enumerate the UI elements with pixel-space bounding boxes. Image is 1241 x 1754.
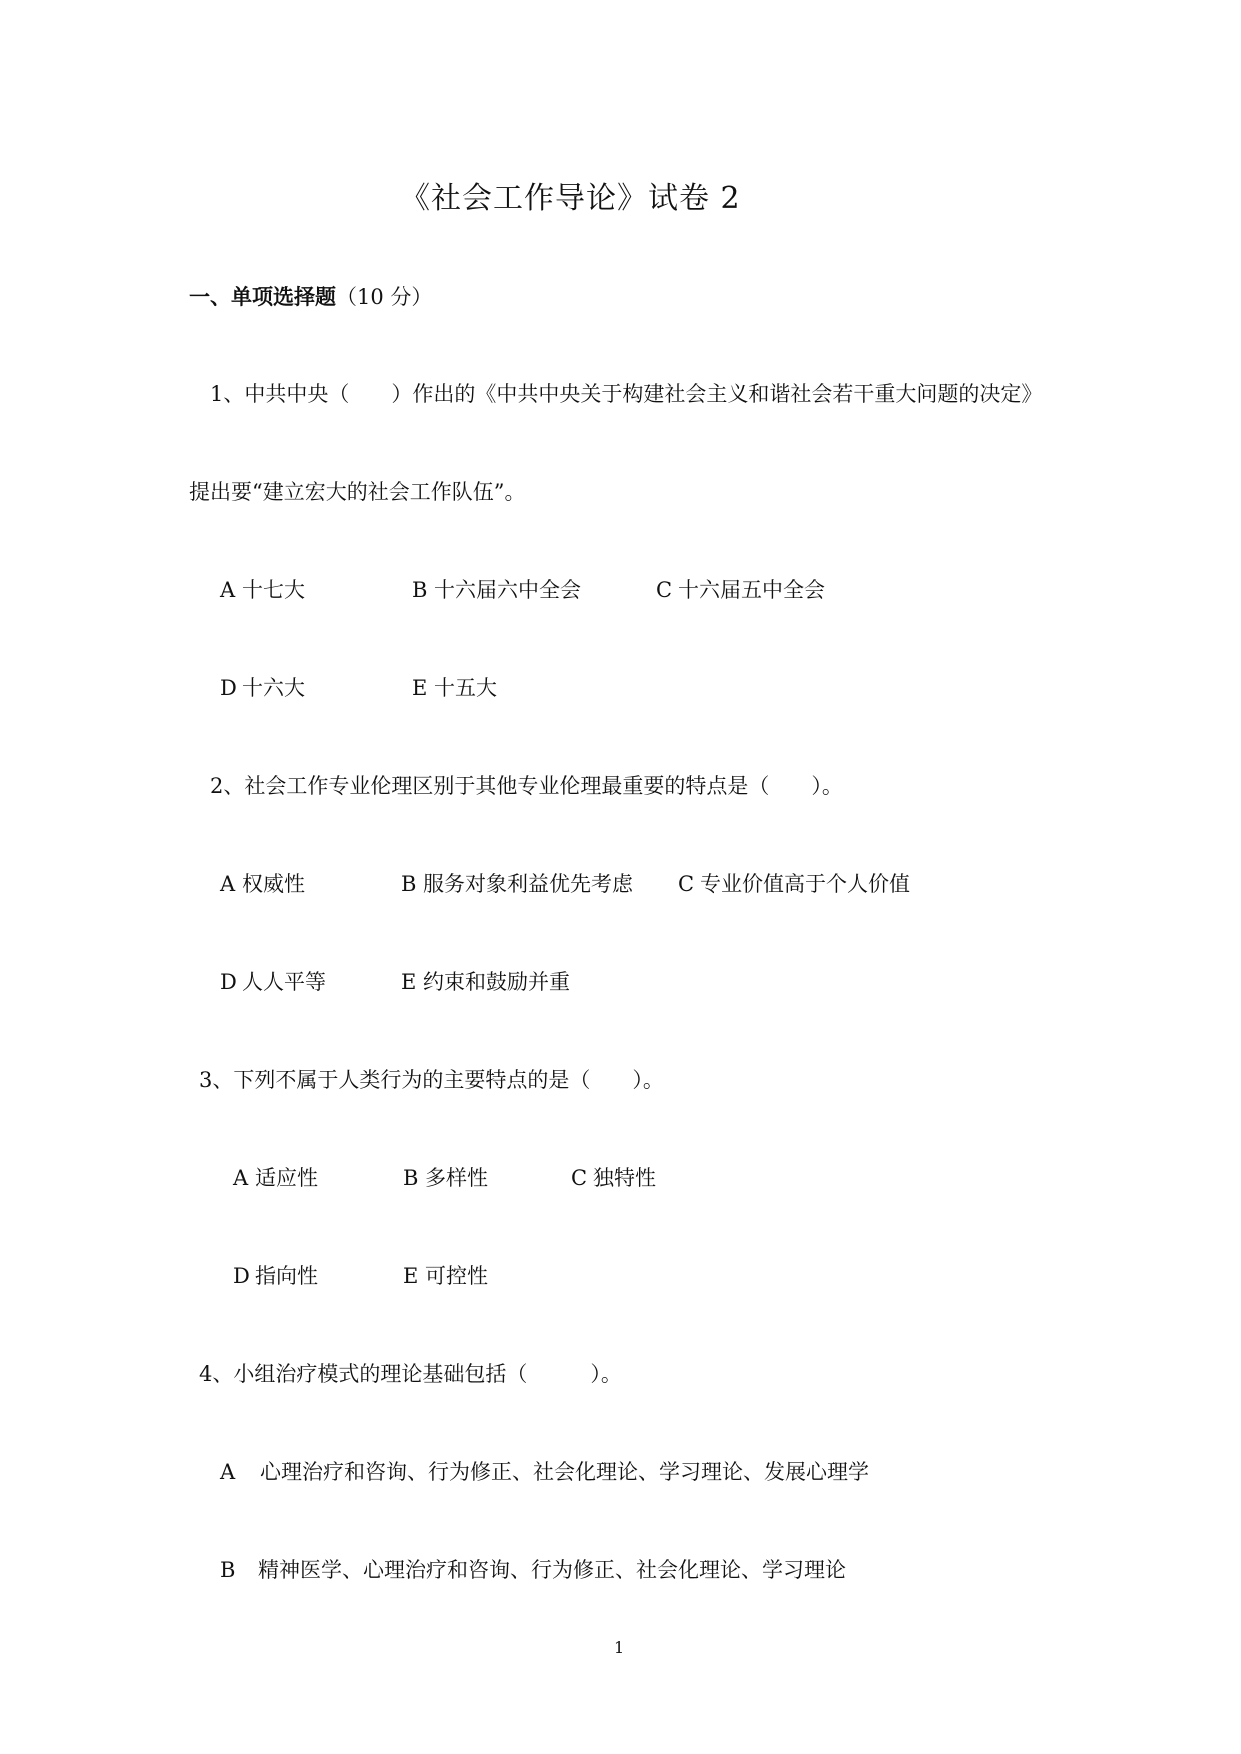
- section-heading: [189, 286, 432, 308]
- option-label: A: [220, 1460, 236, 1484]
- page-number: 1: [614, 1638, 625, 1657]
- question-1-option-b: [412, 580, 581, 601]
- question-3-option-d: [233, 1266, 318, 1287]
- option-text: 权威性: [242, 872, 305, 896]
- option-label: C: [656, 578, 673, 602]
- option-label: B: [401, 872, 417, 896]
- option-label: B: [403, 1166, 419, 1190]
- question-2-option-a: [220, 874, 305, 895]
- question-2-stem: 2、社会工作专业伦理区别于其他专业伦理最重要的特点是（ ）。: [210, 774, 843, 798]
- option-text: 专业价值高于个人价值: [700, 872, 910, 896]
- option-text: 心理治疗和咨询、行为修正、社会化理论、学习理论、发展心理学: [260, 1460, 869, 1484]
- option-label: D: [220, 970, 237, 994]
- section-points: （10 分）: [336, 285, 433, 309]
- question-1-option-d: [220, 678, 305, 699]
- question-3-option-c: [571, 1168, 656, 1189]
- question-2-option-d: [220, 972, 326, 993]
- option-label: C: [678, 872, 695, 896]
- question-1-option-e: [412, 678, 497, 699]
- question-2-option-b: [401, 874, 633, 895]
- question-3-option-e: [403, 1266, 488, 1287]
- question-1-option-c: [656, 580, 825, 601]
- exam-title: 《社会工作导论》试卷 2: [400, 181, 741, 216]
- question-2-option-e: [401, 972, 570, 993]
- option-label: B: [412, 578, 428, 602]
- option-text: 十六届六中全会: [434, 578, 581, 602]
- option-text: 人人平等: [242, 970, 326, 994]
- question-1-stem-line2: 提出要“建立宏大的社会工作队伍”。: [189, 480, 526, 504]
- option-text: 指向性: [255, 1264, 318, 1288]
- question-3-stem: 3、下列不属于人类行为的主要特点的是（ ）。: [199, 1068, 664, 1092]
- option-text: 十六届五中全会: [678, 578, 825, 602]
- question-1-stem-line1: 1、中共中央（ ）作出的《中共中央关于构建社会主义和谐社会若干重大问题的决定》: [210, 382, 1043, 406]
- question-2-option-c: [678, 874, 910, 895]
- option-text: 适应性: [255, 1166, 318, 1190]
- option-label: D: [220, 676, 237, 700]
- question-3-option-a: [233, 1168, 318, 1189]
- option-label: E: [401, 970, 417, 994]
- option-text: 十五大: [434, 676, 497, 700]
- question-4-stem: 4、小组治疗模式的理论基础包括（ ）。: [199, 1362, 622, 1386]
- option-label: E: [403, 1264, 419, 1288]
- question-4-option-b: [220, 1560, 846, 1581]
- option-label: B: [220, 1558, 236, 1582]
- option-label: A: [220, 872, 236, 896]
- option-text: 十七大: [242, 578, 305, 602]
- question-1-option-a: [220, 580, 305, 601]
- option-text: 约束和鼓励并重: [423, 970, 570, 994]
- option-label: D: [233, 1264, 250, 1288]
- question-4-option-a: [220, 1462, 869, 1483]
- option-text: 精神医学、心理治疗和咨询、行为修正、社会化理论、学习理论: [258, 1558, 846, 1582]
- option-label: E: [412, 676, 428, 700]
- option-text: 独特性: [593, 1166, 656, 1190]
- option-text: 可控性: [425, 1264, 488, 1288]
- section-heading-label: 一、单项选择题: [189, 284, 336, 309]
- option-label: C: [571, 1166, 588, 1190]
- option-text: 多样性: [425, 1166, 488, 1190]
- option-label: A: [233, 1166, 249, 1190]
- option-text: 服务对象利益优先考虑: [423, 872, 633, 896]
- option-text: 十六大: [242, 676, 305, 700]
- question-3-option-b: [403, 1168, 488, 1189]
- option-label: A: [220, 578, 236, 602]
